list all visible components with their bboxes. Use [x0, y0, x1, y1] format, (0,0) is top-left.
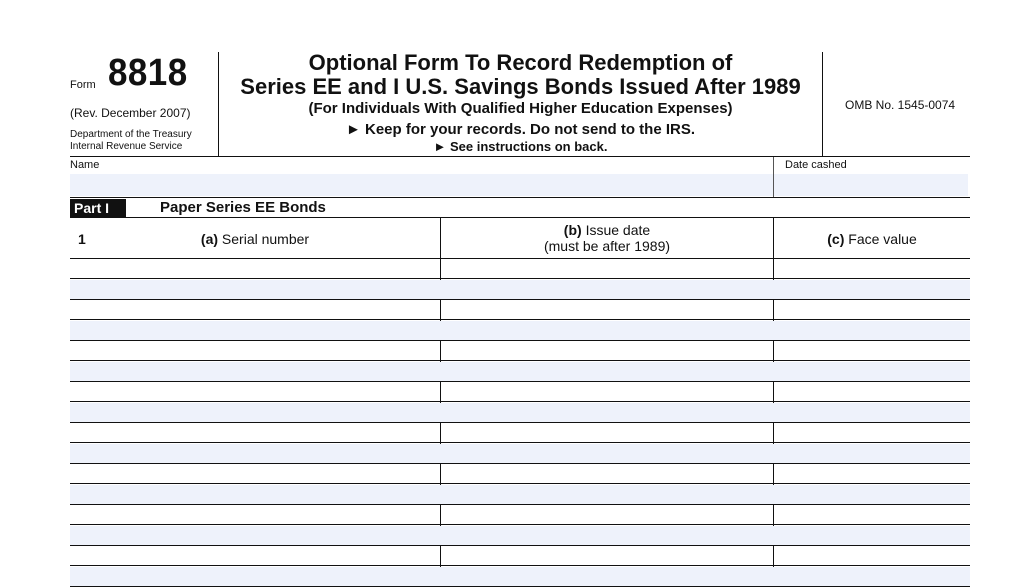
issue-date-cell[interactable]: [441, 464, 773, 483]
instructions-note: ► See instructions on back.: [433, 139, 608, 154]
header-divider-right: [822, 52, 823, 156]
table-row: [70, 567, 970, 587]
serial-number-cell[interactable]: [70, 423, 440, 442]
face-value-cell[interactable]: [774, 485, 970, 504]
issue-date-cell[interactable]: [441, 362, 773, 381]
issue-date-cell[interactable]: [441, 423, 773, 442]
table-row: [70, 444, 970, 464]
table-row: [70, 382, 970, 402]
face-value-cell[interactable]: [774, 280, 970, 299]
form-label: Form: [70, 79, 96, 91]
table-row: [70, 423, 970, 443]
serial-number-cell[interactable]: [70, 567, 440, 586]
table-row: [70, 300, 970, 320]
table-row: [70, 321, 970, 341]
serial-number-cell[interactable]: [70, 300, 440, 319]
col-b-sub: (must be after 1989): [543, 238, 671, 254]
table-row: [70, 485, 970, 505]
name-input[interactable]: [70, 174, 773, 196]
name-label: Name: [70, 159, 100, 171]
form-number: 8818: [108, 52, 188, 94]
serial-number-cell[interactable]: [70, 444, 440, 463]
face-value-cell[interactable]: [774, 300, 970, 319]
issue-date-cell[interactable]: [441, 382, 773, 401]
col-a-heading: [130, 231, 380, 247]
serial-number-cell[interactable]: [70, 280, 440, 299]
title-line-1: Optional Form To Record Redemption of: [308, 50, 733, 75]
issue-date-cell[interactable]: [441, 546, 773, 565]
face-value-cell[interactable]: [774, 444, 970, 463]
form-subtitle: (For Individuals With Qualified Higher Education Expenses): [308, 100, 733, 117]
date-cashed-label: Date cashed: [785, 159, 847, 171]
col-b-letter: (b): [563, 222, 582, 238]
form-title: [219, 51, 822, 99]
serial-number-cell[interactable]: [70, 321, 440, 340]
issue-date-cell[interactable]: [441, 341, 773, 360]
issue-date-cell[interactable]: [441, 485, 773, 504]
department-line-1: Department of the Treasury: [70, 129, 192, 140]
serial-number-cell[interactable]: [70, 403, 440, 422]
table-row: [70, 259, 970, 279]
part-title: Paper Series EE Bonds: [160, 199, 326, 216]
face-value-cell[interactable]: [774, 526, 970, 545]
table-row: [70, 280, 970, 300]
face-value-cell[interactable]: [774, 423, 970, 442]
issue-date-cell[interactable]: [441, 403, 773, 422]
issue-date-cell[interactable]: [441, 280, 773, 299]
face-value-cell[interactable]: [774, 464, 970, 483]
issue-date-cell[interactable]: [441, 444, 773, 463]
col-b-heading: [441, 222, 773, 254]
part-top-rule: [70, 197, 970, 198]
table-row: [70, 546, 970, 566]
serial-number-cell[interactable]: [70, 526, 440, 545]
col-b-label: Issue date: [585, 222, 651, 238]
serial-number-cell[interactable]: [70, 464, 440, 483]
serial-number-cell[interactable]: [70, 505, 440, 524]
face-value-cell[interactable]: [774, 567, 970, 586]
face-value-cell[interactable]: [774, 362, 970, 381]
serial-number-cell[interactable]: [70, 341, 440, 360]
issue-date-cell[interactable]: [441, 259, 773, 278]
department-line-2: Internal Revenue Service: [70, 141, 183, 152]
table-row: [70, 505, 970, 525]
issue-date-cell[interactable]: [441, 300, 773, 319]
face-value-cell[interactable]: [774, 259, 970, 278]
serial-number-cell[interactable]: [70, 382, 440, 401]
table-row: [70, 464, 970, 484]
keep-records-note: ► Keep for your records. Do not send to the IRS.: [345, 121, 696, 138]
line-number: 1: [78, 231, 86, 247]
issue-date-cell[interactable]: [441, 567, 773, 586]
col-c-letter: (c): [827, 231, 845, 247]
issue-date-cell[interactable]: [441, 321, 773, 340]
face-value-cell[interactable]: [774, 382, 970, 401]
serial-number-cell[interactable]: [70, 259, 440, 278]
table-row: [70, 526, 970, 546]
face-value-cell[interactable]: [774, 546, 970, 565]
face-value-cell[interactable]: [774, 505, 970, 524]
table-row: [70, 341, 970, 361]
face-value-cell[interactable]: [774, 403, 970, 422]
revision-date: (Rev. December 2007): [70, 106, 191, 120]
serial-number-cell[interactable]: [70, 485, 440, 504]
issue-date-cell[interactable]: [441, 505, 773, 524]
table-row: [70, 362, 970, 382]
col-a-letter: (a): [200, 231, 219, 247]
face-value-cell[interactable]: [774, 341, 970, 360]
issue-date-cell[interactable]: [441, 526, 773, 545]
col-c-heading: [774, 231, 970, 247]
face-value-cell[interactable]: [774, 321, 970, 340]
table-row: [70, 403, 970, 423]
omb-number: OMB No. 1545-0074: [845, 98, 956, 112]
header-rule: [70, 156, 970, 157]
part-badge: Part I: [70, 199, 126, 217]
part-bottom-rule: [70, 217, 970, 218]
title-line-2: Series EE and I U.S. Savings Bonds Issued After 1989: [240, 74, 801, 99]
serial-number-cell[interactable]: [70, 546, 440, 565]
col-a-label: Serial number: [221, 231, 310, 247]
department: [70, 129, 192, 153]
col-c-label: Face value: [848, 231, 917, 247]
date-cashed-input[interactable]: [774, 174, 968, 196]
serial-number-cell[interactable]: [70, 362, 440, 381]
